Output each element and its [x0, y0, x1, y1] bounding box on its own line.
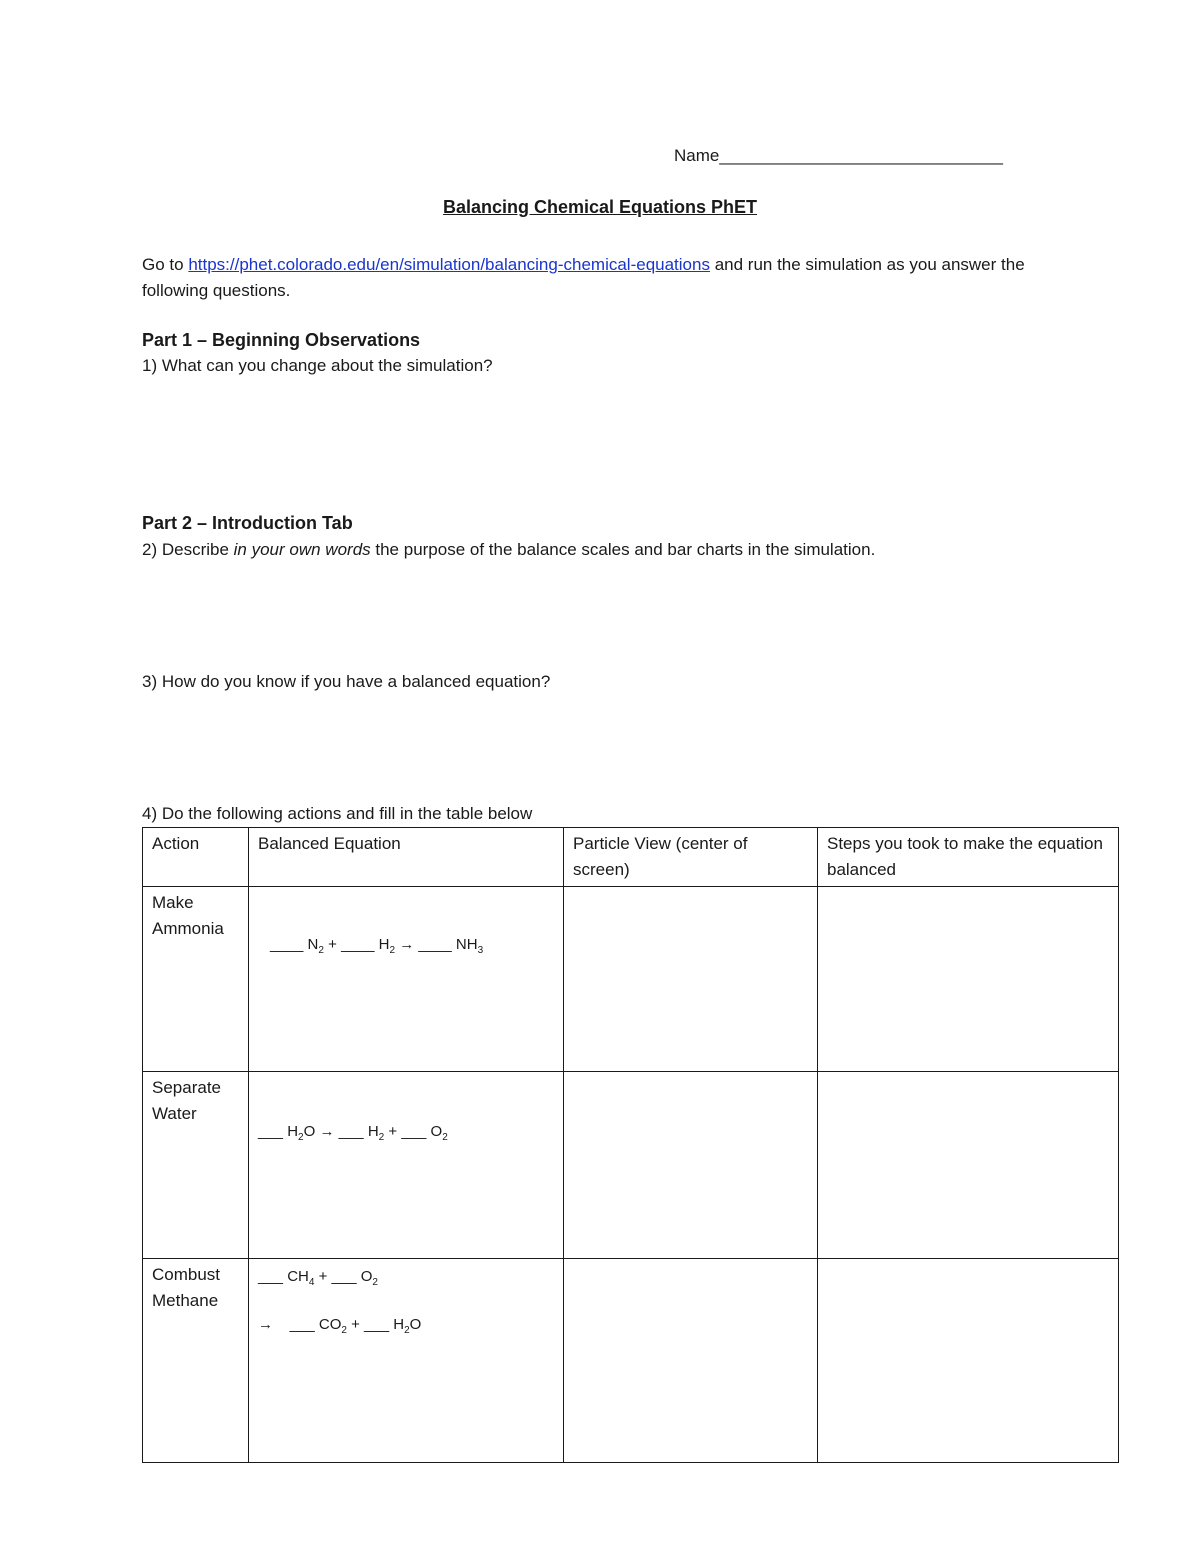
- plus-sign: +: [351, 1316, 360, 1333]
- methane-equation-reactants: [258, 1264, 554, 1296]
- part2-heading: Part 2 – Introduction Tab: [142, 513, 353, 533]
- simulation-link[interactable]: https://phet.colorado.edu/en/simulation/balancing-chemical-equations: [188, 255, 710, 274]
- coefficient-blank[interactable]: ___: [401, 1123, 427, 1140]
- steps-cell[interactable]: [818, 1259, 1119, 1463]
- subscript: 3: [477, 945, 484, 956]
- equation-cell: [249, 1259, 564, 1463]
- action-cell: Make Ammonia: [143, 887, 249, 1072]
- plus-sign: +: [318, 1268, 328, 1285]
- name-field-label: Name______________________________: [674, 146, 1003, 165]
- action-cell: Separate Water: [143, 1072, 249, 1259]
- coefficient-blank[interactable]: ____: [341, 936, 375, 953]
- subscript: 2: [378, 1132, 385, 1143]
- question-2-emphasis: in your own words: [233, 540, 371, 559]
- action-cell: Combust Methane: [143, 1259, 249, 1463]
- question-3: 3) How do you know if you have a balanced equation?: [142, 672, 551, 691]
- actions-table: [142, 827, 1119, 1463]
- formula-n2: N: [307, 936, 319, 953]
- coefficient-blank[interactable]: ___: [364, 1316, 390, 1333]
- table-row-water: [143, 1072, 1119, 1259]
- subscript: 2: [298, 1132, 304, 1143]
- coefficient-blank[interactable]: ___: [338, 1123, 364, 1140]
- coefficient-blank[interactable]: ____: [270, 936, 304, 953]
- arrow-icon: →: [319, 1123, 335, 1140]
- header-steps: Steps you took to make the equation balanced: [818, 828, 1119, 887]
- question-2-prefix: 2) Describe: [142, 540, 234, 559]
- arrow-icon: →: [399, 936, 415, 953]
- water-equation: [258, 1119, 554, 1151]
- formula-o2: O: [430, 1123, 443, 1140]
- formula-h2o-tail: O: [409, 1316, 422, 1333]
- coefficient-blank[interactable]: ___: [331, 1268, 357, 1285]
- ammonia-equation: [258, 932, 554, 964]
- particle-view-cell[interactable]: [564, 887, 818, 1072]
- subscript: 4: [308, 1277, 315, 1288]
- subscript: 2: [389, 945, 396, 956]
- methane-equation-products: [258, 1312, 554, 1344]
- intro-paragraph: [142, 252, 1072, 304]
- subscript: 2: [318, 945, 324, 956]
- header-particle-view: Particle View (center of screen): [564, 828, 818, 887]
- plus-sign: +: [328, 936, 337, 953]
- formula-h2: H: [378, 936, 390, 953]
- coefficient-blank[interactable]: ___: [258, 1123, 284, 1140]
- subscript: 2: [341, 1325, 347, 1336]
- intro-suffix: and run the simulation as you answer the following questions.: [142, 255, 1025, 300]
- coefficient-blank[interactable]: ____: [418, 936, 452, 953]
- particle-view-cell[interactable]: [564, 1072, 818, 1259]
- coefficient-blank[interactable]: ___: [289, 1316, 315, 1333]
- page-title: Balancing Chemical Equations PhET: [442, 197, 758, 217]
- formula-h2: H: [367, 1123, 379, 1140]
- header-action: Action: [143, 828, 249, 887]
- table-row-methane: [143, 1259, 1119, 1463]
- plus-sign: +: [388, 1123, 398, 1140]
- subscript: 2: [404, 1325, 410, 1336]
- question-2: [142, 540, 875, 560]
- formula-h2o-tail: O: [303, 1123, 316, 1140]
- formula-co2: CO: [318, 1316, 342, 1333]
- steps-cell[interactable]: [818, 887, 1119, 1072]
- table-row-ammonia: [143, 887, 1119, 1072]
- steps-cell[interactable]: [818, 1072, 1119, 1259]
- equation-cell: [249, 1072, 564, 1259]
- coefficient-blank[interactable]: ___: [258, 1268, 284, 1285]
- equation-cell: [249, 887, 564, 1072]
- formula-ch4: CH: [287, 1268, 309, 1285]
- subscript: 2: [442, 1132, 448, 1143]
- part1-heading: Part 1 – Beginning Observations: [142, 330, 421, 350]
- question-4: 4) Do the following actions and fill in the table below: [142, 804, 533, 823]
- particle-view-cell[interactable]: [564, 1259, 818, 1463]
- formula-o2: O: [360, 1268, 373, 1285]
- formula-nh3: NH: [455, 936, 478, 953]
- subscript: 2: [372, 1277, 378, 1288]
- question-1: 1) What can you change about the simulation?: [142, 356, 493, 375]
- intro-prefix: Go to: [142, 255, 189, 274]
- arrow-icon: →: [258, 1316, 273, 1333]
- formula-h2o: H: [393, 1316, 405, 1333]
- table-header-row: [143, 828, 1119, 887]
- question-2-suffix: the purpose of the balance scales and bar charts in the simulation.: [370, 540, 876, 559]
- formula-h2o: H: [287, 1123, 299, 1140]
- header-equation: Balanced Equation: [249, 828, 564, 887]
